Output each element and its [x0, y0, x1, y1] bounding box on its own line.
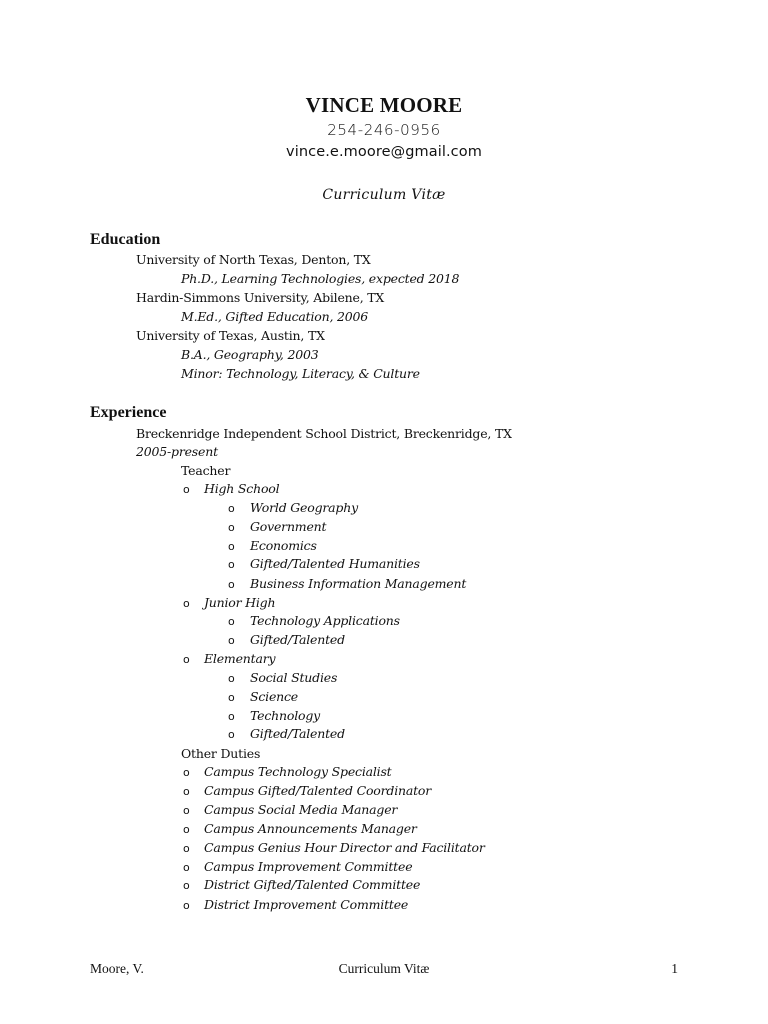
bullet-marker: o	[183, 766, 190, 779]
bullet-marker: o	[228, 672, 235, 685]
level-name: Junior High	[204, 595, 276, 610]
course-item: Science	[250, 689, 299, 704]
duty-item: Campus Improvement Committee	[204, 859, 413, 874]
bullet-marker: o	[183, 597, 190, 610]
document-title: Curriculum Vitæ	[322, 187, 446, 203]
level-name: Elementary	[204, 651, 276, 666]
duty-item: Campus Technology Specialist	[204, 764, 392, 779]
bullet-marker: o	[228, 558, 235, 571]
course-item: Technology	[250, 708, 320, 723]
course-item: Gifted/Talented Humanities	[250, 556, 420, 571]
education-degree: B.A., Geography, 2003	[181, 347, 319, 362]
education-degree: Ph.D., Learning Technologies, expected 2018	[181, 271, 460, 286]
bullet-marker: o	[183, 861, 190, 874]
email-address: vince.e.moore@gmail.com	[286, 144, 482, 160]
bullet-marker: o	[183, 899, 190, 912]
bullet-marker: o	[228, 521, 235, 534]
page-number: 1	[671, 961, 678, 976]
bullet-marker: o	[228, 710, 235, 723]
employment-dates: 2005-present	[136, 444, 218, 459]
bullet-marker: o	[228, 728, 235, 741]
course-item: Technology Applications	[250, 613, 400, 628]
course-item: Business Information Management	[250, 576, 467, 591]
bullet-marker: o	[228, 615, 235, 628]
experience-heading: Experience	[90, 404, 167, 421]
course-item: Gifted/Talented	[250, 726, 345, 741]
duty-item: Campus Announcements Manager	[204, 821, 417, 836]
bullet-marker: o	[183, 823, 190, 836]
bullet-marker: o	[228, 540, 235, 553]
education-school: University of Texas, Austin, TX	[136, 328, 325, 343]
footer-author: Moore, V.	[90, 961, 144, 976]
bullet-marker: o	[183, 785, 190, 798]
duty-item: District Improvement Committee	[204, 897, 409, 912]
footer-title: Curriculum Vitæ	[338, 961, 430, 976]
education-degree: M.Ed., Gifted Education, 2006	[181, 309, 369, 324]
bullet-marker: o	[183, 483, 190, 496]
duty-item: District Gifted/Talented Committee	[204, 877, 421, 892]
education-school: Hardin-Simmons University, Abilene, TX	[136, 290, 385, 305]
duty-item: Campus Social Media Manager	[204, 802, 398, 817]
bullet-marker: o	[183, 879, 190, 892]
course-item: Gifted/Talented	[250, 632, 345, 647]
course-item: Government	[250, 519, 327, 534]
duty-item: Campus Genius Hour Director and Facilitator	[204, 840, 485, 855]
bullet-marker: o	[228, 691, 235, 704]
duty-item: Campus Gifted/Talented Coordinator	[204, 783, 432, 798]
bullet-marker: o	[228, 502, 235, 515]
bullet-marker: o	[183, 653, 190, 666]
bullet-marker: o	[183, 804, 190, 817]
phone-number: 254-246-0956	[327, 121, 441, 139]
person-name: VINCE MOORE	[305, 93, 463, 117]
bullet-marker: o	[228, 578, 235, 591]
course-item: World Geography	[250, 500, 358, 515]
employer: Breckenridge Independent School District, Breckenridge, TX	[136, 426, 512, 441]
course-item: Economics	[250, 538, 317, 553]
education-school: University of North Texas, Denton, TX	[136, 252, 371, 267]
bullet-marker: o	[183, 842, 190, 855]
course-item: Social Studies	[250, 670, 338, 685]
education-minor: Minor: Technology, Literacy, & Culture	[181, 366, 420, 381]
education-heading: Education	[90, 231, 161, 248]
level-name: High School	[204, 481, 280, 496]
bullet-marker: o	[228, 634, 235, 647]
other-duties-heading: Other Duties	[181, 746, 261, 761]
role-title: Teacher	[181, 463, 231, 478]
